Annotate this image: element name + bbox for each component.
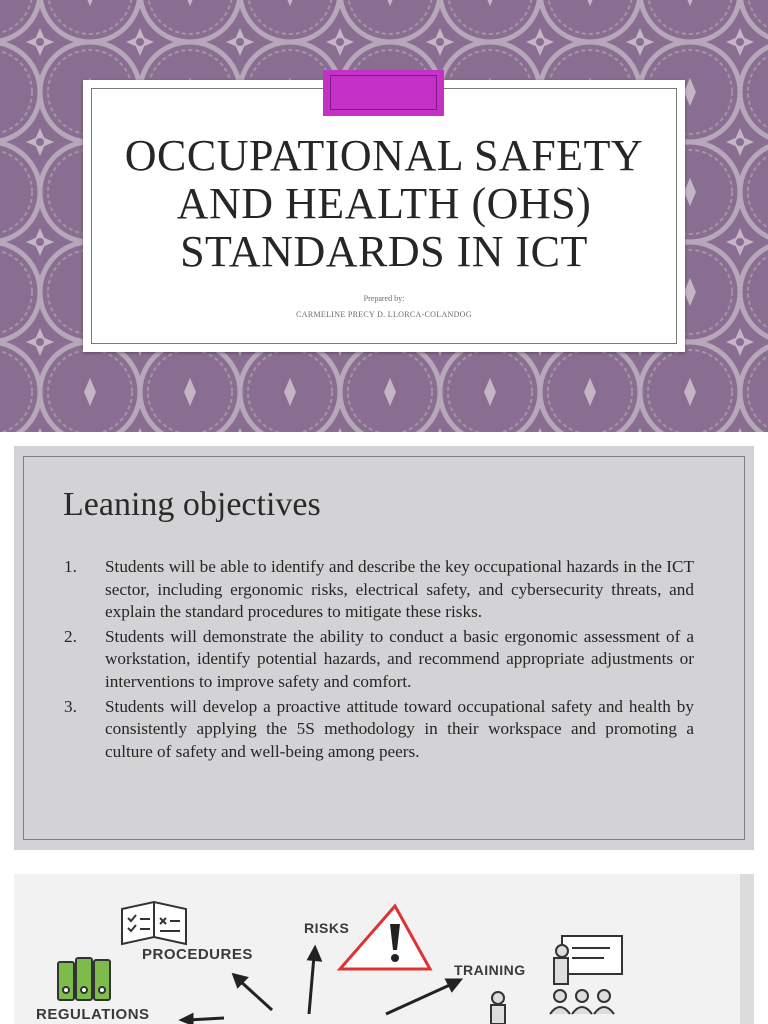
objective-text: Students will develop a proactive attitude toward occupational safety and health by consistently applying the 5S methodology in their workspace and promoting a culture of safety and well-being among peers.	[105, 696, 694, 761]
ohs-diagram-illustration	[14, 874, 754, 1024]
objectives-heading: Leaning objectives	[63, 486, 321, 523]
document-checklist-icon	[122, 902, 186, 944]
objective-text: Students will demonstrate the ability to conduct a basic ergonomic assessment of a workstation, identify potential hazards, and recommend appropriate adjustments or interventions to improve safety and comfort.	[105, 626, 694, 691]
objectives-slide	[14, 446, 754, 850]
accent-tab	[323, 70, 444, 116]
prepared-by-label: Prepared by:	[363, 294, 405, 303]
objective-number: 3.	[64, 696, 77, 716]
objective-number: 1.	[64, 557, 77, 576]
objective-item	[64, 696, 694, 764]
training-presenter-icon	[550, 936, 622, 1014]
binders-icon	[58, 958, 110, 1000]
regulations-label: REGULATIONS	[36, 1006, 150, 1023]
slide-title: OCCUPATIONAL SAFETY AND HEALTH (OHS) STANDARDS IN ICT	[124, 131, 644, 276]
person-icon	[491, 992, 505, 1024]
training-label: TRAINING	[454, 962, 526, 978]
title-slide	[0, 0, 768, 432]
author-name: CARMELINE PRECY D. LLORCA-COLANDOG	[296, 310, 472, 319]
objective-text: Students will be able to identify and describe the key occupational hazards in the ICT sector, including ergonomic risks, electrical safety, and cybersecurity threats, and explain the standard procedures to mitigate these risks.	[105, 557, 694, 622]
ohs-diagram-slide	[14, 874, 754, 1024]
risks-label: RISKS	[304, 920, 350, 936]
objective-number: 2.	[64, 626, 77, 646]
objective-item	[64, 556, 694, 624]
procedures-label: PROCEDURES	[142, 946, 253, 963]
objective-item	[64, 626, 694, 694]
warning-triangle-icon	[340, 906, 430, 969]
objectives-list	[64, 556, 694, 765]
title-card	[83, 80, 685, 352]
